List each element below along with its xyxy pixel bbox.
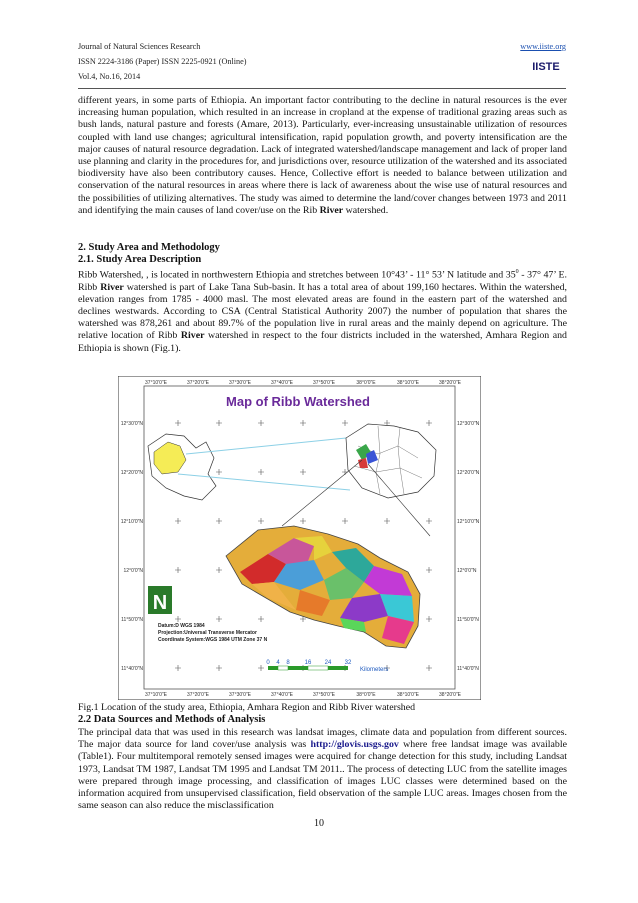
right-tick-label: 12°0'0"N [457,568,477,574]
top-tick-label: 37°30'0"E [229,380,251,386]
scale-label: 8 [286,660,290,666]
right-tick-label: 12°20'0"N [457,470,480,476]
map-coord-system: Coordinate System:WGS 1984 UTM Zone 37 N [158,637,268,643]
bottom-tick-label: 37°30'0"E [229,692,251,698]
ribb-watershed-map [118,376,481,700]
logo-text: IISTE [532,61,560,73]
data-sources-paragraph: The principal data that was used in this research was landsat images, climate data and population from different sources. The major data source for land cover/use analysis was http://glovis.usgs.gov where free landsat image was available (Table1). Four multitemporal remotely sensed images were acquired for change detection for this study, including Landsat 1973, Landsat TM 1987, Landsat TM 1995 and Landsat TM 2011.. The process of detecting LUC from the satellite images were prepared through image processing, and classification of images LUC classes were determined based on the information acquired from unsupervised classification, field observation of the sample LUC areas. Images chosen from the same season can also reduce the misclassification [78,727,567,812]
map-datum: Datum:D WGS 1984 [158,623,205,629]
scale-label: 24 [324,660,332,666]
top-tick-label: 37°10'0"E [145,380,167,386]
bottom-tick-label: 37°10'0"E [145,692,167,698]
scale-label: 0 [266,660,270,666]
left-tick-label: 12°0'0"N [123,568,143,574]
left-tick-label: 12°20'0"N [120,470,143,476]
left-tick-label: 12°30'0"N [120,421,143,427]
right-tick-label: 11°50'0"N [457,617,479,623]
top-tick-label: 37°20'0"E [187,380,209,386]
journal-url-link[interactable]: www.iiste.org [520,42,566,51]
iiste-logo [526,52,566,76]
issn-line: ISSN 2224-3186 (Paper) ISSN 2225-0921 (Online) [78,57,247,66]
north-arrow-icon [148,586,172,614]
top-tick-label: 37°50'0"E [313,380,335,386]
glovis-link[interactable]: http://glovis.usgs.gov [310,739,399,751]
scale-label: 4 [276,660,280,666]
scale-label: 32 [344,660,352,666]
left-tick-label: 11°50'0"N [121,617,143,623]
top-tick-label: 38°0'0"E [356,380,376,386]
section-2-2-heading: 2.2 Data Sources and Methods of Analysis [78,714,266,725]
journal-name: Journal of Natural Sciences Research [78,42,201,51]
section-2-1-heading: 2.1. Study Area Description [78,254,202,265]
header-rule [78,88,566,89]
right-tick-label: 11°40'0"N [457,666,479,672]
page-number: 10 [314,818,324,829]
top-tick-label: 38°10'0"E [397,380,419,386]
top-tick-label: 37°40'0"E [271,380,293,386]
section-2-heading: 2. Study Area and Methodology [78,242,220,253]
scale-label: 16 [304,660,312,666]
map-projection: Projection:Universal Transverse Mercator [158,630,257,636]
bottom-tick-label: 38°0'0"E [356,692,376,698]
right-tick-label: 12°30'0"N [457,421,480,427]
intro-paragraph: different years, in some parts of Ethiopia. An important factor contributing to the decline in natural resources is the ever increasing human population, which resulted in an increase in cropland at the expense of traditional grazing areas such as bush lands, natural pasture and forests (Amare, 2013). Particularly, ever-increasing unsustainable utilization of resources coupled with land use changes; agricultural intensification, rapid population growth, and poverty intensification are the major causes of natural resource degradation. Lack of integrated watershed/landscape management and lack of proper land use planning and clarity in the procedures for, and jurisdictions over, resource utilization of the watershed and its associated biodiversity have also been contributory causes. Hence, Collective effort is needed to balance between utilization and conservation of the natural resources in areas where there is lack of awareness about the wise use of natural resources and the possibilities of utilizing alternatives. The study was aimed to determine the land/cover changes between 1973 and 2011 and identifying the main causes of land cover/use on the Rib River watershed. [78,95,567,216]
map-title: Map of Ribb Watershed [226,394,370,409]
figure-caption: Fig.1 Location of the study area, Ethiopia, Amhara Region and Ribb River watershed [78,702,416,713]
bottom-tick-label: 38°10'0"E [397,692,419,698]
left-tick-label: 11°40'0"N [121,666,143,672]
volume-line: Vol.4, No.16, 2014 [78,72,141,81]
right-tick-label: 12°10'0"N [457,519,480,525]
top-tick-label: 38°20'0"E [439,380,461,386]
svg-text:N: N [152,592,168,614]
bottom-tick-label: 38°20'0"E [439,692,461,698]
left-tick-label: 12°10'0"N [120,519,143,525]
bottom-tick-label: 37°40'0"E [271,692,293,698]
study-area-paragraph: Ribb Watershed, , is located in northwestern Ethiopia and stretches between 10°43’ - 11° 53’ N latitude and $35^0 - 37^\circ$ 47’ E. Ribb River watershed is part of Lake Tana Sub-basin. It has a total area of about 199,160 hectares. Within the watershed, elevation ranges from 1785 - 4000 masl. The most elevated areas are found in the eastern part of the watershed and declines westwards. According to CSA (Central Statistical Authority 2007) the number of population that shares the watershed was 878,261 and about 89.7% of the population live in rural areas and the mainly depend on agriculture. The relative location of Ribb River watershed in respect to the four districts included in the watershed, Amhara Region and Ethiopia is shown (Fig.1). [78,269,568,354]
bottom-tick-label: 37°50'0"E [313,692,335,698]
scale-unit: Kilometers [360,667,389,673]
bottom-tick-label: 37°20'0"E [187,692,209,698]
